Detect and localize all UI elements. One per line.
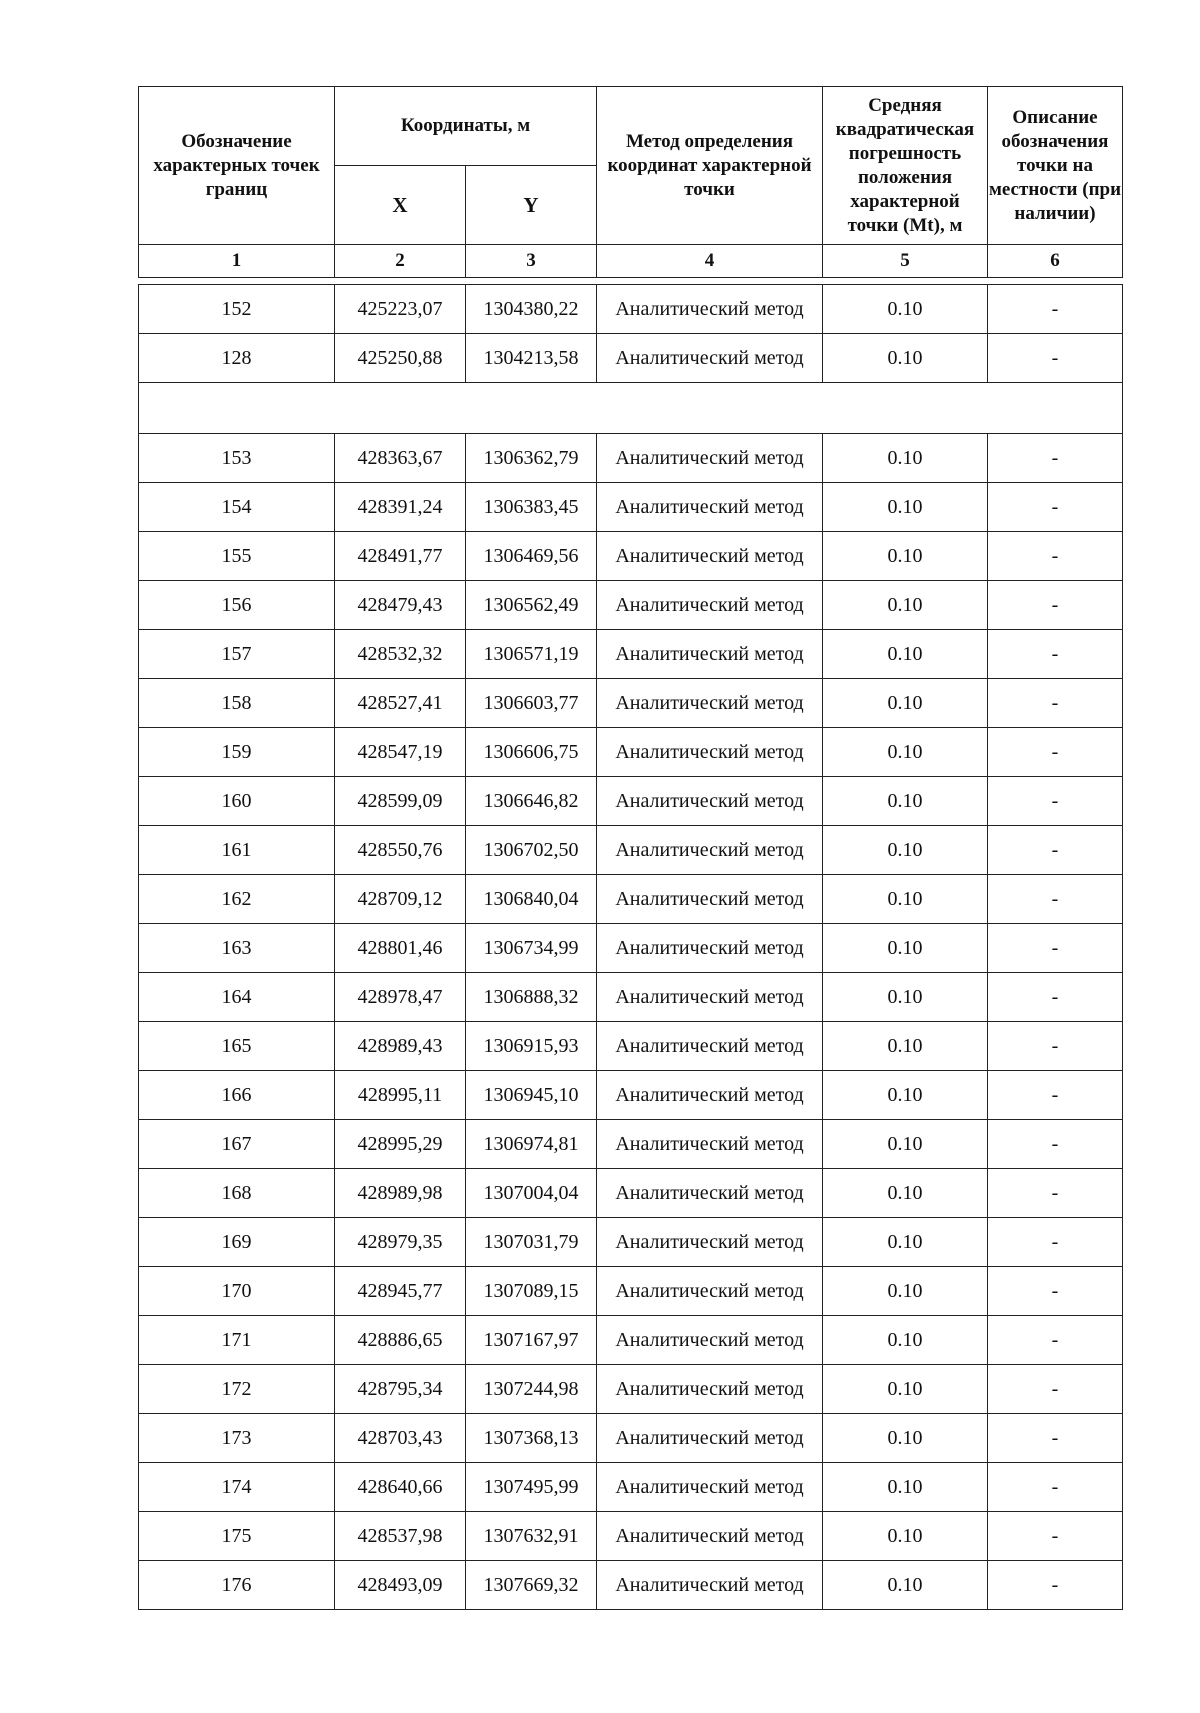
cell-description: - bbox=[988, 334, 1123, 383]
cell-x: 428995,11 bbox=[335, 1071, 466, 1120]
cell-error: 0.10 bbox=[823, 1463, 988, 1512]
cell-description: - bbox=[988, 1071, 1123, 1120]
cell-error: 0.10 bbox=[823, 630, 988, 679]
cell-description: - bbox=[988, 924, 1123, 973]
cell-y: 1306562,49 bbox=[466, 581, 597, 630]
table-row bbox=[139, 875, 1123, 924]
column-number: 2 bbox=[335, 245, 466, 278]
cell-description: - bbox=[988, 679, 1123, 728]
table-row bbox=[139, 826, 1123, 875]
table-row bbox=[139, 483, 1123, 532]
cell-point: 155 bbox=[139, 532, 335, 581]
cell-point: 153 bbox=[139, 434, 335, 483]
cell-x: 428978,47 bbox=[335, 973, 466, 1022]
cell-method: Аналитический метод bbox=[597, 1463, 823, 1512]
cell-error: 0.10 bbox=[823, 1120, 988, 1169]
table-row bbox=[139, 924, 1123, 973]
cell-error: 0.10 bbox=[823, 875, 988, 924]
table-row bbox=[139, 1169, 1123, 1218]
cell-description: - bbox=[988, 1169, 1123, 1218]
table-row bbox=[139, 777, 1123, 826]
cell-method: Аналитический метод bbox=[597, 285, 823, 334]
cell-x: 428479,43 bbox=[335, 581, 466, 630]
table-row bbox=[139, 1218, 1123, 1267]
cell-y: 1306383,45 bbox=[466, 483, 597, 532]
column-number: 5 bbox=[823, 245, 988, 278]
cell-y: 1307632,91 bbox=[466, 1512, 597, 1561]
cell-y: 1306606,75 bbox=[466, 728, 597, 777]
table-row bbox=[139, 1022, 1123, 1071]
column-number: 4 bbox=[597, 245, 823, 278]
cell-description: - bbox=[988, 728, 1123, 777]
cell-y: 1307368,13 bbox=[466, 1414, 597, 1463]
cell-description: - bbox=[988, 1120, 1123, 1169]
cell-point: 169 bbox=[139, 1218, 335, 1267]
cell-error: 0.10 bbox=[823, 483, 988, 532]
table-row bbox=[139, 1316, 1123, 1365]
cell-method: Аналитический метод bbox=[597, 1218, 823, 1267]
cell-y: 1306702,50 bbox=[466, 826, 597, 875]
cell-method: Аналитический метод bbox=[597, 1365, 823, 1414]
cell-method: Аналитический метод bbox=[597, 434, 823, 483]
cell-x: 428801,46 bbox=[335, 924, 466, 973]
header-gap bbox=[139, 278, 1123, 285]
table-row bbox=[139, 679, 1123, 728]
cell-method: Аналитический метод bbox=[597, 581, 823, 630]
table-row bbox=[139, 1267, 1123, 1316]
cell-point: 161 bbox=[139, 826, 335, 875]
table-row bbox=[139, 581, 1123, 630]
cell-description: - bbox=[988, 630, 1123, 679]
cell-method: Аналитический метод bbox=[597, 1414, 823, 1463]
cell-x: 428491,77 bbox=[335, 532, 466, 581]
cell-y: 1306840,04 bbox=[466, 875, 597, 924]
separator-row bbox=[139, 383, 1123, 434]
cell-x: 428945,77 bbox=[335, 1267, 466, 1316]
table-row bbox=[139, 1561, 1123, 1610]
cell-point: 171 bbox=[139, 1316, 335, 1365]
column-number: 1 bbox=[139, 245, 335, 278]
cell-error: 0.10 bbox=[823, 434, 988, 483]
cell-error: 0.10 bbox=[823, 728, 988, 777]
header-error: Средняя квадратическая погрешность положения характерной точки (Mt), м bbox=[823, 87, 988, 245]
cell-y: 1306945,10 bbox=[466, 1071, 597, 1120]
cell-point: 167 bbox=[139, 1120, 335, 1169]
header-description: Описание обозначения точки на местности (при наличии) bbox=[988, 87, 1123, 245]
header-y: Y bbox=[466, 166, 597, 245]
cell-error: 0.10 bbox=[823, 1414, 988, 1463]
cell-point: 158 bbox=[139, 679, 335, 728]
cell-method: Аналитический метод bbox=[597, 1120, 823, 1169]
column-number: 6 bbox=[988, 245, 1123, 278]
cell-x: 428703,43 bbox=[335, 1414, 466, 1463]
cell-y: 1307167,97 bbox=[466, 1316, 597, 1365]
cell-description: - bbox=[988, 973, 1123, 1022]
cell-error: 0.10 bbox=[823, 924, 988, 973]
cell-y: 1306603,77 bbox=[466, 679, 597, 728]
cell-y: 1306469,56 bbox=[466, 532, 597, 581]
header-designation: Обозначение характерных точек границ bbox=[139, 87, 335, 245]
table-row bbox=[139, 1071, 1123, 1120]
cell-point: 163 bbox=[139, 924, 335, 973]
cell-method: Аналитический метод bbox=[597, 630, 823, 679]
cell-method: Аналитический метод bbox=[597, 1316, 823, 1365]
cell-point: 166 bbox=[139, 1071, 335, 1120]
cell-method: Аналитический метод bbox=[597, 1169, 823, 1218]
cell-method: Аналитический метод bbox=[597, 728, 823, 777]
cell-x: 428363,67 bbox=[335, 434, 466, 483]
cell-x: 428550,76 bbox=[335, 826, 466, 875]
cell-x: 428493,09 bbox=[335, 1561, 466, 1610]
cell-x: 428537,98 bbox=[335, 1512, 466, 1561]
table-header bbox=[139, 87, 1123, 278]
cell-x: 425250,88 bbox=[335, 334, 466, 383]
table-row bbox=[139, 1512, 1123, 1561]
table-row bbox=[139, 1463, 1123, 1512]
cell-x: 428979,35 bbox=[335, 1218, 466, 1267]
cell-error: 0.10 bbox=[823, 581, 988, 630]
separator-cell bbox=[139, 383, 1123, 434]
cell-x: 428709,12 bbox=[335, 875, 466, 924]
table-row bbox=[139, 434, 1123, 483]
table-row bbox=[139, 1120, 1123, 1169]
cell-y: 1307089,15 bbox=[466, 1267, 597, 1316]
table-row bbox=[139, 285, 1123, 334]
cell-description: - bbox=[988, 483, 1123, 532]
cell-method: Аналитический метод bbox=[597, 483, 823, 532]
cell-error: 0.10 bbox=[823, 334, 988, 383]
cell-y: 1304380,22 bbox=[466, 285, 597, 334]
cell-point: 162 bbox=[139, 875, 335, 924]
cell-method: Аналитический метод bbox=[597, 826, 823, 875]
cell-description: - bbox=[988, 1512, 1123, 1561]
cell-description: - bbox=[988, 826, 1123, 875]
cell-x: 428989,98 bbox=[335, 1169, 466, 1218]
cell-method: Аналитический метод bbox=[597, 1512, 823, 1561]
cell-description: - bbox=[988, 581, 1123, 630]
cell-method: Аналитический метод bbox=[597, 532, 823, 581]
cell-x: 428989,43 bbox=[335, 1022, 466, 1071]
table-row bbox=[139, 532, 1123, 581]
cell-x: 428527,41 bbox=[335, 679, 466, 728]
table-row bbox=[139, 1365, 1123, 1414]
cell-point: 156 bbox=[139, 581, 335, 630]
cell-method: Аналитический метод bbox=[597, 1071, 823, 1120]
table-row bbox=[139, 630, 1123, 679]
cell-y: 1307004,04 bbox=[466, 1169, 597, 1218]
cell-method: Аналитический метод bbox=[597, 1267, 823, 1316]
cell-x: 428547,19 bbox=[335, 728, 466, 777]
cell-error: 0.10 bbox=[823, 1218, 988, 1267]
cell-point: 157 bbox=[139, 630, 335, 679]
cell-method: Аналитический метод bbox=[597, 973, 823, 1022]
cell-point: 159 bbox=[139, 728, 335, 777]
cell-error: 0.10 bbox=[823, 1561, 988, 1610]
cell-error: 0.10 bbox=[823, 1071, 988, 1120]
cell-point: 152 bbox=[139, 285, 335, 334]
cell-method: Аналитический метод bbox=[597, 679, 823, 728]
cell-y: 1306362,79 bbox=[466, 434, 597, 483]
table-row bbox=[139, 973, 1123, 1022]
cell-description: - bbox=[988, 875, 1123, 924]
cell-x: 428599,09 bbox=[335, 777, 466, 826]
cell-method: Аналитический метод bbox=[597, 1561, 823, 1610]
cell-method: Аналитический метод bbox=[597, 334, 823, 383]
cell-point: 160 bbox=[139, 777, 335, 826]
column-number-row bbox=[139, 245, 1123, 278]
column-number: 3 bbox=[466, 245, 597, 278]
cell-point: 176 bbox=[139, 1561, 335, 1610]
cell-point: 164 bbox=[139, 973, 335, 1022]
cell-y: 1307244,98 bbox=[466, 1365, 597, 1414]
table-row bbox=[139, 1414, 1123, 1463]
cell-y: 1306888,32 bbox=[466, 973, 597, 1022]
table-row bbox=[139, 334, 1123, 383]
cell-description: - bbox=[988, 532, 1123, 581]
cell-error: 0.10 bbox=[823, 826, 988, 875]
cell-description: - bbox=[988, 1022, 1123, 1071]
cell-description: - bbox=[988, 1267, 1123, 1316]
cell-description: - bbox=[988, 1316, 1123, 1365]
cell-description: - bbox=[988, 1463, 1123, 1512]
cell-x: 428640,66 bbox=[335, 1463, 466, 1512]
cell-y: 1306915,93 bbox=[466, 1022, 597, 1071]
cell-error: 0.10 bbox=[823, 973, 988, 1022]
cell-x: 425223,07 bbox=[335, 285, 466, 334]
cell-error: 0.10 bbox=[823, 679, 988, 728]
cell-error: 0.10 bbox=[823, 1365, 988, 1414]
cell-y: 1307031,79 bbox=[466, 1218, 597, 1267]
cell-method: Аналитический метод bbox=[597, 777, 823, 826]
cell-x: 428995,29 bbox=[335, 1120, 466, 1169]
cell-point: 168 bbox=[139, 1169, 335, 1218]
cell-x: 428532,32 bbox=[335, 630, 466, 679]
cell-description: - bbox=[988, 1218, 1123, 1267]
cell-point: 174 bbox=[139, 1463, 335, 1512]
cell-description: - bbox=[988, 1561, 1123, 1610]
cell-method: Аналитический метод bbox=[597, 1022, 823, 1071]
table-body bbox=[139, 278, 1123, 1610]
cell-description: - bbox=[988, 1414, 1123, 1463]
cell-y: 1306646,82 bbox=[466, 777, 597, 826]
cell-error: 0.10 bbox=[823, 285, 988, 334]
cell-error: 0.10 bbox=[823, 1316, 988, 1365]
cell-method: Аналитический метод bbox=[597, 924, 823, 973]
cell-error: 0.10 bbox=[823, 1267, 988, 1316]
cell-point: 175 bbox=[139, 1512, 335, 1561]
cell-point: 173 bbox=[139, 1414, 335, 1463]
cell-point: 165 bbox=[139, 1022, 335, 1071]
cell-point: 154 bbox=[139, 483, 335, 532]
header-method: Метод определения координат характерной точки bbox=[597, 87, 823, 245]
cell-description: - bbox=[988, 285, 1123, 334]
cell-error: 0.10 bbox=[823, 1169, 988, 1218]
cell-x: 428795,34 bbox=[335, 1365, 466, 1414]
cell-description: - bbox=[988, 434, 1123, 483]
cell-y: 1306571,19 bbox=[466, 630, 597, 679]
header-coordinates: Координаты, м bbox=[335, 87, 597, 166]
cell-y: 1306974,81 bbox=[466, 1120, 597, 1169]
coordinates-table bbox=[138, 86, 1123, 1610]
cell-description: - bbox=[988, 777, 1123, 826]
header-x: X bbox=[335, 166, 466, 245]
cell-error: 0.10 bbox=[823, 1022, 988, 1071]
cell-point: 128 bbox=[139, 334, 335, 383]
cell-point: 172 bbox=[139, 1365, 335, 1414]
cell-method: Аналитический метод bbox=[597, 875, 823, 924]
cell-description: - bbox=[988, 1365, 1123, 1414]
cell-point: 170 bbox=[139, 1267, 335, 1316]
cell-error: 0.10 bbox=[823, 1512, 988, 1561]
cell-x: 428886,65 bbox=[335, 1316, 466, 1365]
cell-y: 1306734,99 bbox=[466, 924, 597, 973]
cell-y: 1304213,58 bbox=[466, 334, 597, 383]
cell-y: 1307669,32 bbox=[466, 1561, 597, 1610]
table-row bbox=[139, 728, 1123, 777]
coordinates-table-container bbox=[138, 86, 1122, 1610]
cell-x: 428391,24 bbox=[335, 483, 466, 532]
cell-y: 1307495,99 bbox=[466, 1463, 597, 1512]
cell-error: 0.10 bbox=[823, 777, 988, 826]
cell-error: 0.10 bbox=[823, 532, 988, 581]
